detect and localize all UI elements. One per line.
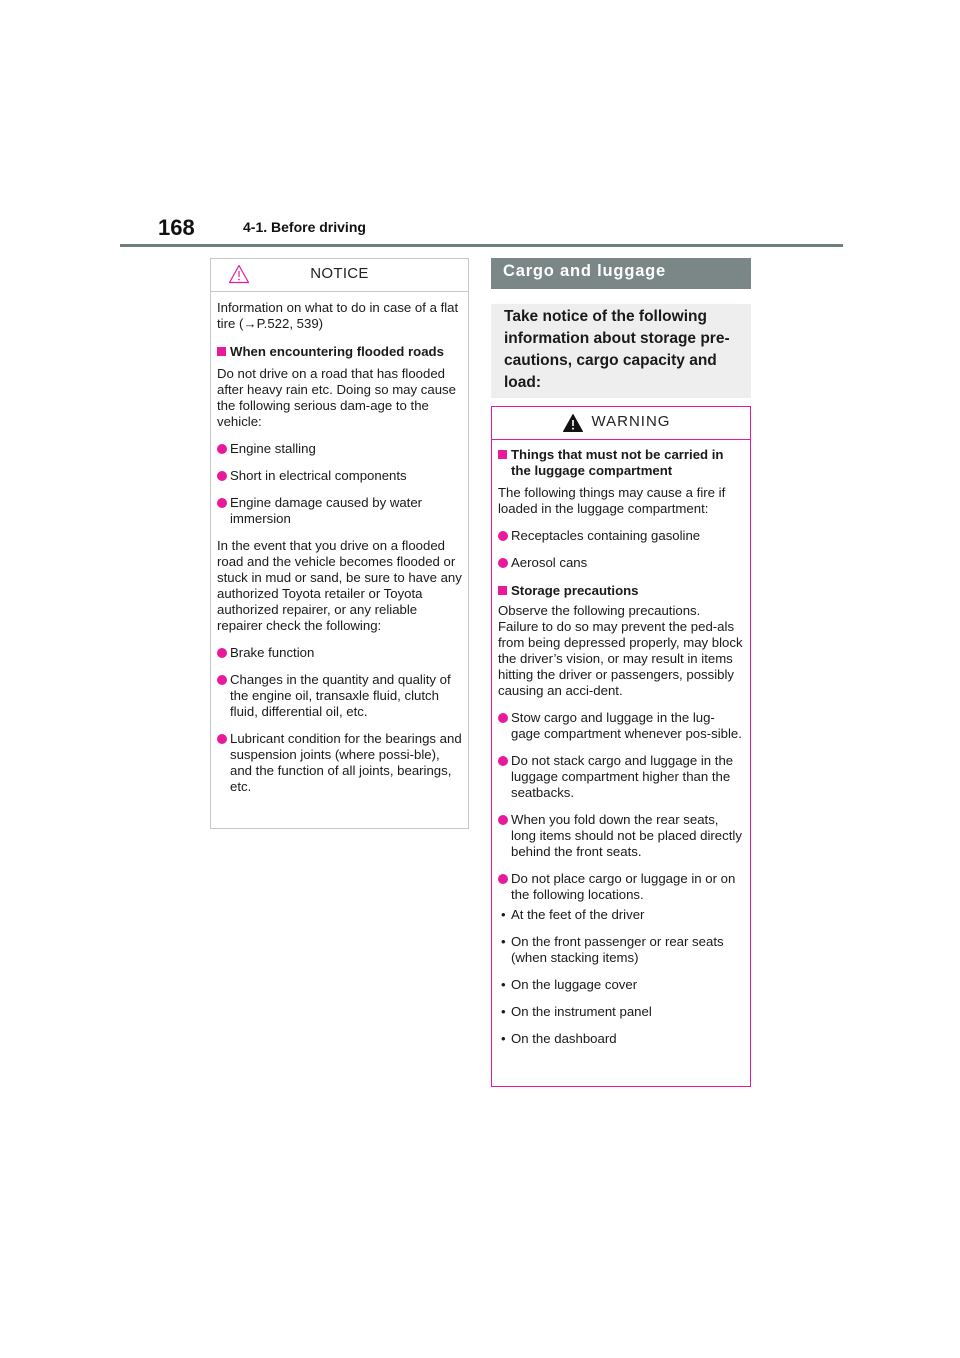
location-item: • On the luggage cover bbox=[501, 977, 638, 992]
dot-marker: • bbox=[501, 907, 506, 922]
notice-body bbox=[211, 300, 468, 795]
square-bullet-icon bbox=[498, 586, 507, 595]
list-item: Receptacles containing gasoline bbox=[498, 528, 744, 544]
location-item: • At the feet of the driver bbox=[501, 907, 645, 922]
flood-text: Do not drive on a road that has flooded after heavy rain etc. Doing so may cause the following serious dam-age to the vehicle: bbox=[217, 366, 456, 429]
cargo-intro: Take notice of the following information about storage pre-cautions, cargo capacity and load: bbox=[491, 304, 751, 398]
round-bullet-icon bbox=[217, 734, 227, 744]
location-item: • On the instrument panel bbox=[501, 1004, 652, 1019]
warning-heading-1: Things that must not be carried in the luggage compartment bbox=[498, 447, 744, 479]
list-item: Do not place cargo or luggage in or on the following locations. bbox=[498, 871, 744, 903]
round-bullet-icon bbox=[217, 498, 227, 508]
round-bullet-icon bbox=[217, 675, 227, 685]
notice-intro: Information on what to do in case of a flat tire (→P.522, 539) bbox=[217, 300, 459, 331]
round-bullet-icon bbox=[498, 874, 508, 884]
section-title: 4-1. Before driving bbox=[243, 219, 366, 235]
round-bullet-icon bbox=[498, 713, 508, 723]
dot-marker: • bbox=[501, 1031, 506, 1046]
notice-box bbox=[210, 258, 469, 829]
list-item: Do not stack cargo and luggage in the luggage compartment higher than the seatbacks. bbox=[498, 753, 744, 801]
page-number: 168 bbox=[158, 215, 195, 240]
round-bullet-icon bbox=[498, 558, 508, 568]
warning-text-1: The following things may cause a fire if loaded in the luggage compartment: bbox=[498, 485, 726, 516]
list-item: Short in electrical components bbox=[217, 468, 462, 484]
warning-heading-2: Storage precautions bbox=[498, 583, 744, 599]
round-bullet-icon bbox=[498, 815, 508, 825]
check-text: In the event that you drive on a flooded road and the vehicle becomes flooded or stuck in mud or sand, be sure to have any authorized Toyota retailer or Toyota authorized repairer, or any reliable repairer check the following: bbox=[217, 538, 462, 633]
list-item: Stow cargo and luggage in the lug-gage compartment whenever pos-sible. bbox=[498, 710, 744, 742]
dot-marker: • bbox=[501, 1004, 506, 1019]
location-item: • On the front passenger or rear seats (when stacking items) bbox=[501, 934, 724, 965]
warning-header bbox=[492, 407, 750, 440]
list-item: When you fold down the rear seats, long items should not be placed directly behind the front seats. bbox=[498, 812, 744, 860]
list-item: Changes in the quantity and quality of the engine oil, transaxle fluid, clutch fluid, differential oil, etc. bbox=[217, 672, 462, 720]
flood-heading: When encountering flooded roads bbox=[217, 344, 462, 360]
list-item: Aerosol cans bbox=[498, 555, 744, 571]
warning-label: WARNING bbox=[591, 413, 671, 430]
header-rule bbox=[120, 244, 843, 247]
warning-box bbox=[491, 406, 751, 1087]
dot-marker: • bbox=[501, 977, 506, 992]
square-bullet-icon bbox=[498, 450, 507, 459]
square-bullet-icon bbox=[217, 347, 226, 356]
list-item: Brake function bbox=[217, 645, 462, 661]
cargo-heading: Cargo and luggage bbox=[491, 258, 751, 289]
warning-text-2: Observe the following precautions. Failure to do so may prevent the ped-als from being depressed properly, may block the driver’s vision, or may result in items hitting the driver or passengers, possibly causing an acci-dent. bbox=[498, 603, 743, 698]
round-bullet-icon bbox=[217, 471, 227, 481]
round-bullet-icon bbox=[217, 648, 227, 658]
list-item: Engine stalling bbox=[217, 441, 462, 457]
location-item: • On the dashboard bbox=[501, 1031, 617, 1046]
list-item: Engine damage caused by water immersion bbox=[217, 495, 462, 527]
dot-marker: • bbox=[501, 934, 506, 949]
round-bullet-icon bbox=[217, 444, 227, 454]
round-bullet-icon bbox=[498, 756, 508, 766]
list-item: Lubricant condition for the bearings and suspension joints (where possi-ble), and the function of all joints, bearings, etc. bbox=[217, 731, 462, 795]
notice-header bbox=[211, 259, 468, 292]
notice-label: NOTICE bbox=[310, 265, 369, 282]
round-bullet-icon bbox=[498, 531, 508, 541]
warning-body bbox=[492, 447, 750, 1047]
